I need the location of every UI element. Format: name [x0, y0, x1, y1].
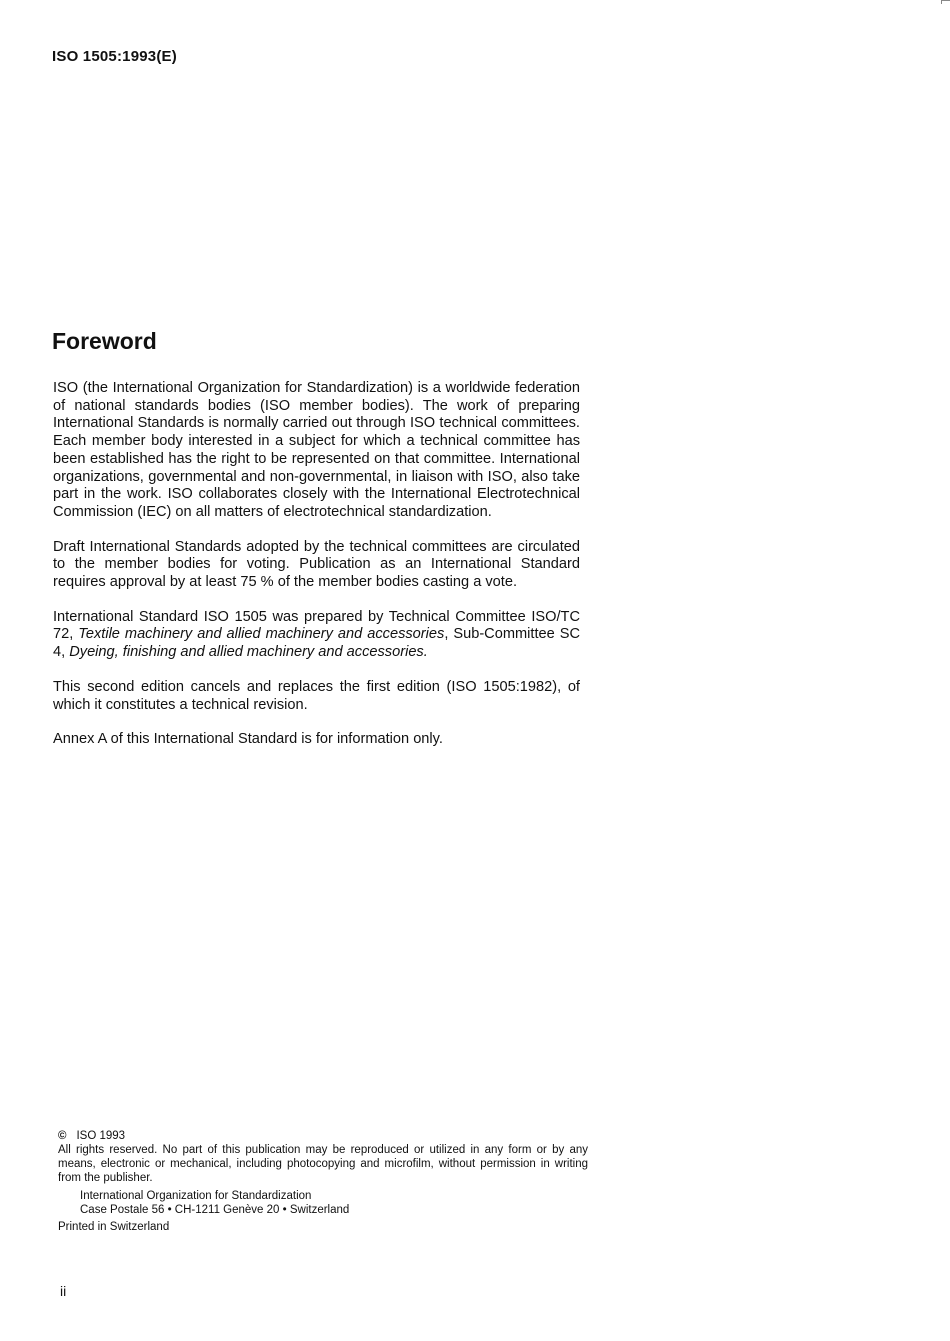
paragraph-3-text-b: , Sub-Committee SC 4, [53, 626, 580, 661]
foreword-body [53, 380, 580, 766]
tc-title: Textile machinery and allied machinery and accessories [78, 626, 445, 643]
publisher-address: Case Postale 56 • CH-1211 Genève 20 • Switzerland [80, 1204, 350, 1216]
foreword-paragraph-5: Annex A of this International Standard is for information only. [53, 731, 443, 748]
printed-in: Printed in Switzerland [58, 1221, 170, 1233]
copyright-line [58, 1129, 588, 1143]
publisher-info [80, 1189, 588, 1217]
copyright-symbol: © [58, 1130, 67, 1142]
page-number: ii [60, 1283, 67, 1299]
rights-statement: All rights reserved. No part of this publication may be reproduced or utilized in any form or by any means, electronic or mechanical, including photocopying and microfilm, without permission in writing from the publisher. [58, 1144, 588, 1184]
publisher-name: International Organization for Standardization [80, 1190, 312, 1202]
document-identifier: ISO 1505:1993(E) [52, 48, 177, 65]
copyright-block [58, 1129, 588, 1234]
copyright-year: ISO 1993 [76, 1130, 126, 1142]
paragraph-3-text-a: International Standard ISO 1505 was prepared by Technical Committee ISO/TC 72, [53, 608, 580, 643]
scan-edge-mark [941, 0, 950, 4]
foreword-paragraph-2: Draft International Standards adopted by the technical committees are circulated to the member bodies for voting. Publication as an International Standard requires approval by at least 75 % of the member bodies casting a vote. [53, 538, 580, 591]
foreword-paragraph-3 [53, 609, 580, 662]
foreword-paragraph-1: ISO (the International Organization for Standardization) is a worldwide federation of national standards bodies (ISO member bodies). The work of preparing International Standards is normally carried out through ISO technical committees. Each member body interested in a subject for which a technical committee has been established has the right to be represented on that committee. International organizations, governmental and non-governmental, in liaison with ISO, also take part in the work. ISO collaborates closely with the International Electrotechnical Commission (IEC) on all matters of electrotechnical standardization. [53, 380, 580, 520]
foreword-paragraph-4: This second edition cancels and replaces the first edition (ISO 1505:1982), of which it constitutes a technical revision. [53, 678, 580, 713]
foreword-heading: Foreword [52, 328, 157, 354]
sc-title: Dyeing, finishing and allied machinery and accessories. [69, 644, 428, 661]
